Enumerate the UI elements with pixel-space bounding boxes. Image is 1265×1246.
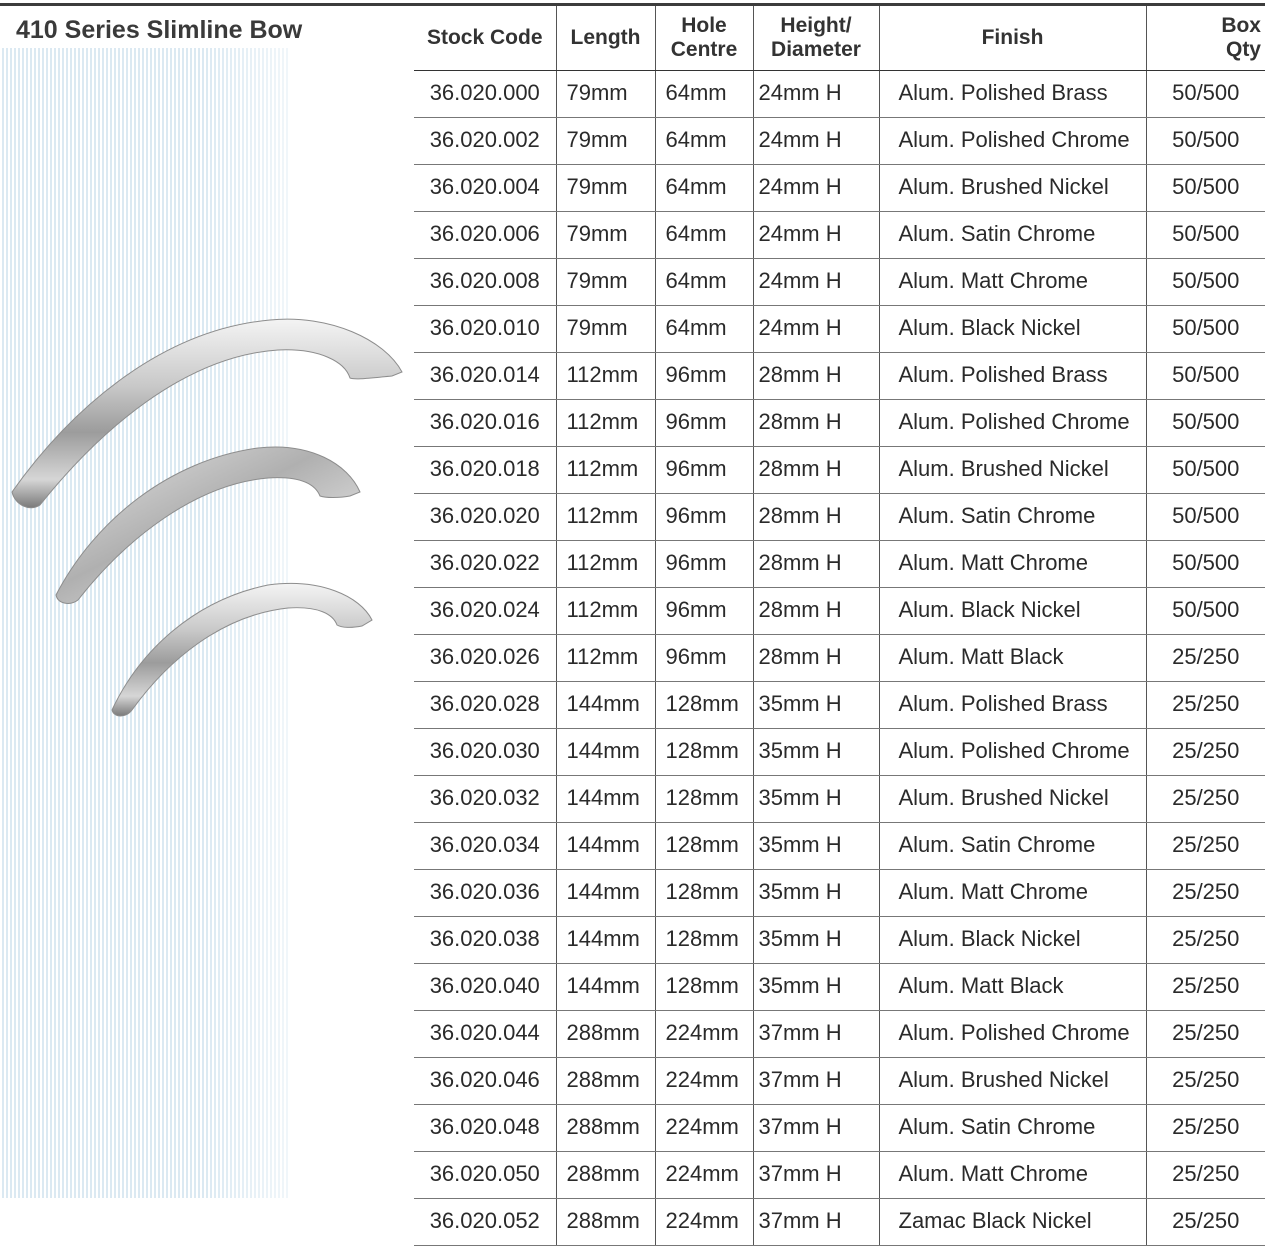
header-box-qty	[1146, 6, 1265, 71]
cell-hole-centre: 128mm	[655, 823, 753, 870]
table-row	[414, 353, 1265, 400]
table-row	[414, 588, 1265, 635]
cell-height: 28mm H	[753, 447, 879, 494]
cell-length: 288mm	[556, 1199, 655, 1246]
header-height-line1: Height/	[780, 14, 852, 37]
table-row	[414, 1152, 1265, 1199]
cell-stock-code: 36.020.024	[414, 588, 556, 635]
cell-height: 24mm H	[753, 259, 879, 306]
cell-length: 144mm	[556, 870, 655, 917]
cell-hole-centre: 64mm	[655, 259, 753, 306]
table-row	[414, 212, 1265, 259]
cell-finish: Zamac Black Nickel	[879, 1199, 1146, 1246]
cell-length: 79mm	[556, 259, 655, 306]
cell-stock-code: 36.020.000	[414, 71, 556, 118]
cell-length: 79mm	[556, 118, 655, 165]
cell-height: 28mm H	[753, 400, 879, 447]
cell-box-qty: 25/250	[1146, 964, 1265, 1011]
cell-length: 144mm	[556, 682, 655, 729]
cell-finish: Alum. Brushed Nickel	[879, 447, 1146, 494]
cell-stock-code: 36.020.008	[414, 259, 556, 306]
cell-hole-centre: 224mm	[655, 1105, 753, 1152]
cell-box-qty: 50/500	[1146, 71, 1265, 118]
header-finish: Finish	[879, 6, 1146, 71]
table-header-row	[414, 6, 1265, 71]
cell-length: 79mm	[556, 212, 655, 259]
cell-stock-code: 36.020.022	[414, 541, 556, 588]
cell-height: 37mm H	[753, 1105, 879, 1152]
cell-length: 144mm	[556, 964, 655, 1011]
cell-stock-code: 36.020.028	[414, 682, 556, 729]
cell-hole-centre: 96mm	[655, 494, 753, 541]
cell-length: 144mm	[556, 776, 655, 823]
cell-stock-code: 36.020.034	[414, 823, 556, 870]
table-row	[414, 964, 1265, 1011]
cell-length: 288mm	[556, 1152, 655, 1199]
cell-box-qty: 25/250	[1146, 917, 1265, 964]
table-row	[414, 400, 1265, 447]
cell-box-qty: 25/250	[1146, 1105, 1265, 1152]
cell-length: 144mm	[556, 729, 655, 776]
table-row	[414, 1199, 1265, 1246]
table-row	[414, 682, 1265, 729]
cell-finish: Alum. Black Nickel	[879, 588, 1146, 635]
handle-medium	[56, 447, 360, 603]
cell-box-qty: 50/500	[1146, 306, 1265, 353]
cell-stock-code: 36.020.044	[414, 1011, 556, 1058]
cell-box-qty: 50/500	[1146, 165, 1265, 212]
cell-finish: Alum. Matt Black	[879, 964, 1146, 1011]
cell-finish: Alum. Polished Brass	[879, 353, 1146, 400]
cell-stock-code: 36.020.018	[414, 447, 556, 494]
cell-length: 112mm	[556, 400, 655, 447]
cell-box-qty: 50/500	[1146, 400, 1265, 447]
cell-stock-code: 36.020.036	[414, 870, 556, 917]
table-row	[414, 823, 1265, 870]
cell-box-qty: 25/250	[1146, 1058, 1265, 1105]
cell-hole-centre: 64mm	[655, 71, 753, 118]
cell-stock-code: 36.020.006	[414, 212, 556, 259]
cell-stock-code: 36.020.016	[414, 400, 556, 447]
cell-height: 28mm H	[753, 353, 879, 400]
table-row	[414, 729, 1265, 776]
cell-length: 288mm	[556, 1058, 655, 1105]
cell-stock-code: 36.020.052	[414, 1199, 556, 1246]
handle-small	[112, 583, 372, 716]
cell-finish: Alum. Satin Chrome	[879, 1105, 1146, 1152]
header-box-qty-line1: Box	[1221, 14, 1261, 37]
cell-length: 112mm	[556, 635, 655, 682]
cell-height: 24mm H	[753, 165, 879, 212]
cell-finish: Alum. Matt Chrome	[879, 259, 1146, 306]
cell-height: 24mm H	[753, 118, 879, 165]
header-height	[753, 6, 879, 71]
table-row	[414, 1011, 1265, 1058]
table-row	[414, 870, 1265, 917]
page-title: 410 Series Slimline Bow	[16, 16, 303, 44]
table-row	[414, 635, 1265, 682]
cell-height: 35mm H	[753, 823, 879, 870]
cell-stock-code: 36.020.040	[414, 964, 556, 1011]
cell-finish: Alum. Polished Brass	[879, 682, 1146, 729]
cell-finish: Alum. Polished Chrome	[879, 1011, 1146, 1058]
cell-stock-code: 36.020.014	[414, 353, 556, 400]
cell-length: 112mm	[556, 494, 655, 541]
table-row	[414, 494, 1265, 541]
cell-length: 112mm	[556, 588, 655, 635]
cell-stock-code: 36.020.038	[414, 917, 556, 964]
cell-stock-code: 36.020.046	[414, 1058, 556, 1105]
cell-finish: Alum. Matt Black	[879, 635, 1146, 682]
cell-box-qty: 25/250	[1146, 635, 1265, 682]
cell-box-qty: 50/500	[1146, 447, 1265, 494]
cell-hole-centre: 96mm	[655, 588, 753, 635]
cell-box-qty: 25/250	[1146, 823, 1265, 870]
header-hole-centre-line2: Centre	[670, 38, 738, 61]
cell-hole-centre: 96mm	[655, 635, 753, 682]
table-row	[414, 165, 1265, 212]
cell-hole-centre: 128mm	[655, 964, 753, 1011]
cell-box-qty: 50/500	[1146, 494, 1265, 541]
cell-finish: Alum. Satin Chrome	[879, 494, 1146, 541]
table-row	[414, 1058, 1265, 1105]
cell-height: 35mm H	[753, 917, 879, 964]
cell-height: 24mm H	[753, 71, 879, 118]
cell-length: 288mm	[556, 1105, 655, 1152]
cell-height: 35mm H	[753, 776, 879, 823]
cell-hole-centre: 224mm	[655, 1152, 753, 1199]
cell-finish: Alum. Polished Brass	[879, 71, 1146, 118]
cell-box-qty: 25/250	[1146, 1011, 1265, 1058]
cell-finish: Alum. Brushed Nickel	[879, 776, 1146, 823]
table-row	[414, 259, 1265, 306]
cell-finish: Alum. Matt Chrome	[879, 1152, 1146, 1199]
cell-stock-code: 36.020.004	[414, 165, 556, 212]
cell-finish: Alum. Brushed Nickel	[879, 1058, 1146, 1105]
cell-finish: Alum. Black Nickel	[879, 306, 1146, 353]
cell-length: 112mm	[556, 447, 655, 494]
cell-height: 37mm H	[753, 1011, 879, 1058]
cell-height: 24mm H	[753, 212, 879, 259]
cell-box-qty: 25/250	[1146, 729, 1265, 776]
table-row	[414, 71, 1265, 118]
cell-hole-centre: 64mm	[655, 212, 753, 259]
cell-box-qty: 25/250	[1146, 776, 1265, 823]
cell-hole-centre: 96mm	[655, 541, 753, 588]
header-length: Length	[556, 6, 655, 71]
cell-length: 79mm	[556, 165, 655, 212]
cell-length: 112mm	[556, 541, 655, 588]
cell-box-qty: 50/500	[1146, 541, 1265, 588]
cell-hole-centre: 128mm	[655, 729, 753, 776]
table-row	[414, 306, 1265, 353]
cell-hole-centre: 128mm	[655, 682, 753, 729]
cell-box-qty: 50/500	[1146, 118, 1265, 165]
cell-box-qty: 25/250	[1146, 1152, 1265, 1199]
cell-height: 35mm H	[753, 870, 879, 917]
cell-hole-centre: 128mm	[655, 870, 753, 917]
cell-height: 28mm H	[753, 635, 879, 682]
cell-height: 37mm H	[753, 1199, 879, 1246]
cell-height: 37mm H	[753, 1152, 879, 1199]
cell-hole-centre: 96mm	[655, 400, 753, 447]
cell-hole-centre: 64mm	[655, 118, 753, 165]
cell-stock-code: 36.020.020	[414, 494, 556, 541]
cell-stock-code: 36.020.010	[414, 306, 556, 353]
header-stock-code: Stock Code	[414, 6, 556, 71]
cell-stock-code: 36.020.048	[414, 1105, 556, 1152]
header-height-line2: Diameter	[771, 38, 861, 61]
cell-hole-centre: 224mm	[655, 1058, 753, 1105]
cell-height: 28mm H	[753, 494, 879, 541]
product-table	[414, 6, 1265, 1246]
cell-hole-centre: 96mm	[655, 353, 753, 400]
cell-box-qty: 25/250	[1146, 682, 1265, 729]
product-image	[0, 300, 410, 730]
cell-box-qty: 50/500	[1146, 588, 1265, 635]
table-row	[414, 1105, 1265, 1152]
table-row	[414, 776, 1265, 823]
cell-hole-centre: 128mm	[655, 776, 753, 823]
cell-height: 35mm H	[753, 964, 879, 1011]
cell-hole-centre: 128mm	[655, 917, 753, 964]
cell-stock-code: 36.020.030	[414, 729, 556, 776]
header-hole-centre-line1: Hole	[681, 14, 727, 37]
cell-box-qty: 50/500	[1146, 212, 1265, 259]
cell-height: 24mm H	[753, 306, 879, 353]
header-hole-centre	[655, 6, 753, 71]
cell-finish: Alum. Matt Chrome	[879, 541, 1146, 588]
cell-length: 112mm	[556, 353, 655, 400]
table-row	[414, 917, 1265, 964]
cell-box-qty: 25/250	[1146, 1199, 1265, 1246]
cell-finish: Alum. Black Nickel	[879, 917, 1146, 964]
cell-hole-centre: 224mm	[655, 1199, 753, 1246]
cell-stock-code: 36.020.026	[414, 635, 556, 682]
table-row	[414, 447, 1265, 494]
cell-finish: Alum. Matt Chrome	[879, 870, 1146, 917]
cell-length: 79mm	[556, 306, 655, 353]
cell-height: 35mm H	[753, 729, 879, 776]
cell-height: 35mm H	[753, 682, 879, 729]
cell-finish: Alum. Satin Chrome	[879, 212, 1146, 259]
cell-height: 28mm H	[753, 588, 879, 635]
cell-length: 144mm	[556, 917, 655, 964]
cell-box-qty: 50/500	[1146, 259, 1265, 306]
cell-height: 37mm H	[753, 1058, 879, 1105]
header-box-qty-line2: Qty	[1225, 38, 1261, 61]
cell-hole-centre: 64mm	[655, 306, 753, 353]
cell-hole-centre: 96mm	[655, 447, 753, 494]
cell-finish: Alum. Polished Chrome	[879, 729, 1146, 776]
cell-stock-code: 36.020.002	[414, 118, 556, 165]
cell-stock-code: 36.020.050	[414, 1152, 556, 1199]
cell-box-qty: 50/500	[1146, 353, 1265, 400]
cell-length: 79mm	[556, 71, 655, 118]
cell-finish: Alum. Satin Chrome	[879, 823, 1146, 870]
cell-hole-centre: 224mm	[655, 1011, 753, 1058]
cell-height: 28mm H	[753, 541, 879, 588]
cell-finish: Alum. Polished Chrome	[879, 400, 1146, 447]
table-row	[414, 541, 1265, 588]
cell-stock-code: 36.020.032	[414, 776, 556, 823]
cell-box-qty: 25/250	[1146, 870, 1265, 917]
cell-hole-centre: 64mm	[655, 165, 753, 212]
cell-length: 144mm	[556, 823, 655, 870]
cell-finish: Alum. Brushed Nickel	[879, 165, 1146, 212]
cell-finish: Alum. Polished Chrome	[879, 118, 1146, 165]
table-row	[414, 118, 1265, 165]
cell-length: 288mm	[556, 1011, 655, 1058]
